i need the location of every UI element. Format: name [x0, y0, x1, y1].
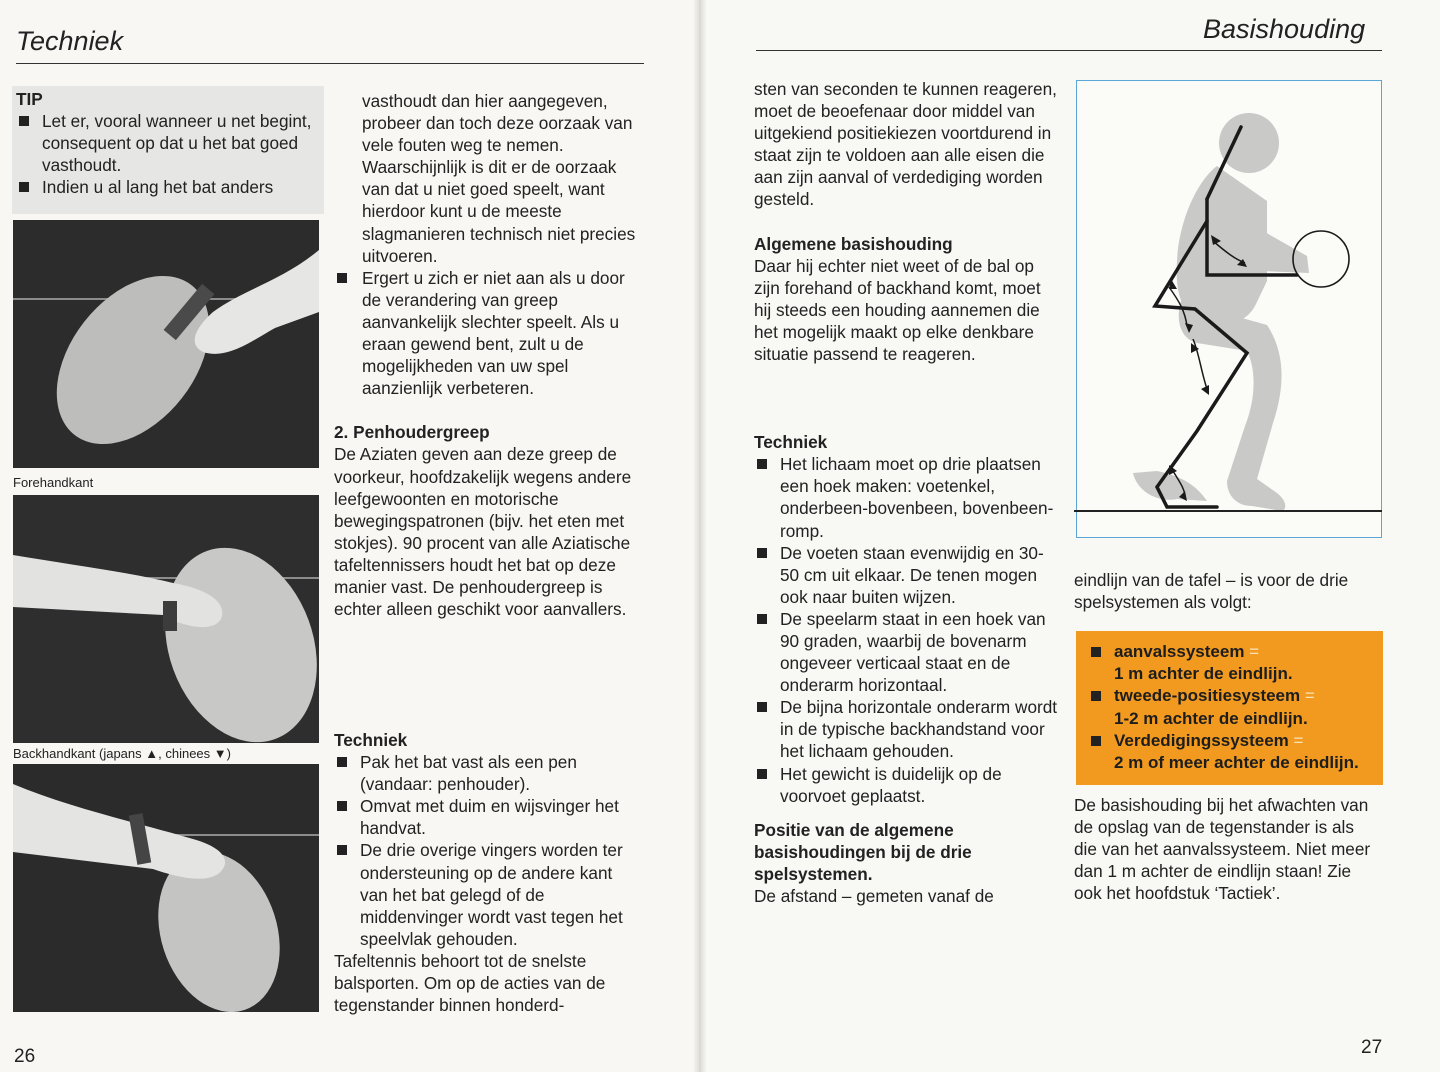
photo-forehand-grip [13, 220, 319, 468]
system-name: Verdedigingssysteem [1114, 730, 1289, 750]
paragraph: sten van seconden te kunnen reageren, moet de beoefenaar door middel van uitgekiend positiekiezen voortdurend in staat zijn te voldoen aan alle eisen die aan zijn aanval of verdediging worden gesteld. [754, 79, 1057, 210]
paragraph: eindlijn van de tafel – is voor de drie spelsystemen als volgt: [1074, 570, 1349, 613]
system-distance: 2 m of meer achter de eindlijn. [1114, 753, 1359, 773]
bullet-item: Het lichaam moet op drie plaatsen een hoek maken: voetenkel, onderbeen-bovenbeen, bovenbeen-romp. [754, 453, 1060, 541]
section-heading-penhoudergreep: 2. Penhoudergreep [334, 422, 490, 443]
paragraph: De basishouding bij het afwachten van de opslag van de tegenstander is als die van het aanvalssysteem. Niet meer dan 1 m achter de eindlijn staan! Zie ook het hoofdstuk ‘Tactiek’. [1074, 795, 1371, 904]
paragraph: vasthoudt dan hier aangegeven, probeer dan toch deze oorzaak van vele fouten weg te nemen. Waarschijnlijk is dit er de oorzaak van dat u niet goed speelt, want hierdoor kunt u de meeste slagmanieren technisch niet precies uitvoeren. [362, 91, 636, 266]
system-equals: = [1249, 642, 1260, 661]
bullet-item: Pak het bat vast als een pen (vandaar: penhouder). [334, 751, 644, 795]
left-column-2-bottom [334, 729, 644, 1016]
floor-line [1074, 510, 1382, 512]
bullet-item: Ergert u zich er niet aan als u door de verandering van greep aanvankelijk slechter speelt. Als u eraan gewend bent, zult u de mogelijkheden van uw spel aanzienlijk verbeteren. [334, 267, 644, 400]
right-column-2-top [1074, 569, 1374, 613]
photo-caption-backhand: Backhandkant (japans ▲, chinees ▼) [13, 746, 231, 761]
photo-caption-forehand: Forehandkant [13, 475, 94, 490]
left-column-2-top [334, 90, 644, 620]
system-item [1088, 685, 1380, 707]
running-title-right: Basishouding [1203, 14, 1366, 44]
book-gutter [694, 0, 706, 1072]
bullet-item: Het gewicht is duidelijk op de voorvoet geplaatst. [754, 763, 1060, 807]
system-item [1088, 730, 1380, 752]
section-heading-techniek: Techniek [334, 730, 408, 750]
photo-penhold-grip [13, 764, 319, 1012]
bullet-item: Omvat met duim en wijsvinger het handvat. [334, 795, 644, 839]
page-number-right: 27 [1361, 1037, 1383, 1058]
system-distance: 1 m achter de eindlijn. [1114, 664, 1293, 684]
photo-backhand-grip [13, 495, 319, 743]
bullet-item: De drie overige vingers worden ter ondersteuning op de andere kant van het bat gelegd of de middenvinger wordt vast tegen het speelvlak gehouden. [334, 839, 644, 949]
bullet-item: De bijna horizontale onderarm wordt in de typische backhandstand voor het lichaam gehouden. [754, 696, 1060, 762]
tip-bullet: Let er, vooral wanneer u net begint, consequent op dat u het bat goed vasthoudt. [16, 110, 328, 176]
paragraph: De afstand – gemeten vanaf de [754, 886, 994, 906]
running-title-left: Techniek [16, 26, 124, 56]
page-number-left: 26 [14, 1046, 36, 1067]
header-rule-right [756, 50, 1382, 51]
bullet-item: De voeten staan evenwijdig en 30-50 cm uit elkaar. De tenen mogen ook naar buiten wijzen. [754, 542, 1060, 608]
header-rule-left [16, 63, 644, 64]
spelsystemen-list [1088, 641, 1380, 774]
bullet-item: De speelarm staat in een hoek van 90 graden, waarbij de bovenarm ongeveer verticaal staat en de onderarm horizontaal. [754, 608, 1060, 696]
paragraph: De Aziaten geven aan deze greep de voorkeur, hoofdzakelijk wegens andere leefgewoonten en motorische bewegingspatronen (bijv. het eten met stokjes). 90 procent van alle Aziatische tafeltennissers houdt het bat op deze manier vast. De penhoudergreep is echter alleen geschikt voor aanvallers. [334, 444, 632, 620]
section-heading-positie: Positie van de algemene basishoudingen bij de drie spelsystemen. [754, 819, 972, 884]
system-equals: = [1304, 686, 1315, 706]
right-column-2-bottom [1074, 794, 1376, 904]
system-distance: 1-2 m achter de eindlijn. [1114, 708, 1308, 728]
spelsystemen-box [1076, 631, 1383, 785]
section-heading-algemene-basishouding: Algemene basishouding [754, 233, 953, 254]
tip-bullet: Indien u al lang het bat anders [16, 176, 328, 198]
section-heading-techniek: Techniek [754, 432, 828, 453]
right-column-1 [754, 78, 1060, 907]
stance-diagram [1076, 80, 1382, 538]
paragraph: Daar hij echter niet weet of de bal op zijn forehand of backhand komt, moet hij steeds een houding aannemen die het mogelijk maakt op elke denkbare situatie passend te reageren. [754, 255, 1041, 365]
system-item [1088, 641, 1380, 663]
tip-text [16, 88, 328, 198]
tip-heading: TIP [16, 89, 43, 109]
system-name: tweede-positiesysteem [1114, 686, 1301, 706]
system-equals: = [1293, 730, 1304, 750]
system-name: aanvalssysteem [1114, 642, 1245, 661]
paragraph: Tafeltennis behoort tot de snelste balsporten. Om op de acties van de tegenstander binnen honderd- [334, 950, 606, 1016]
